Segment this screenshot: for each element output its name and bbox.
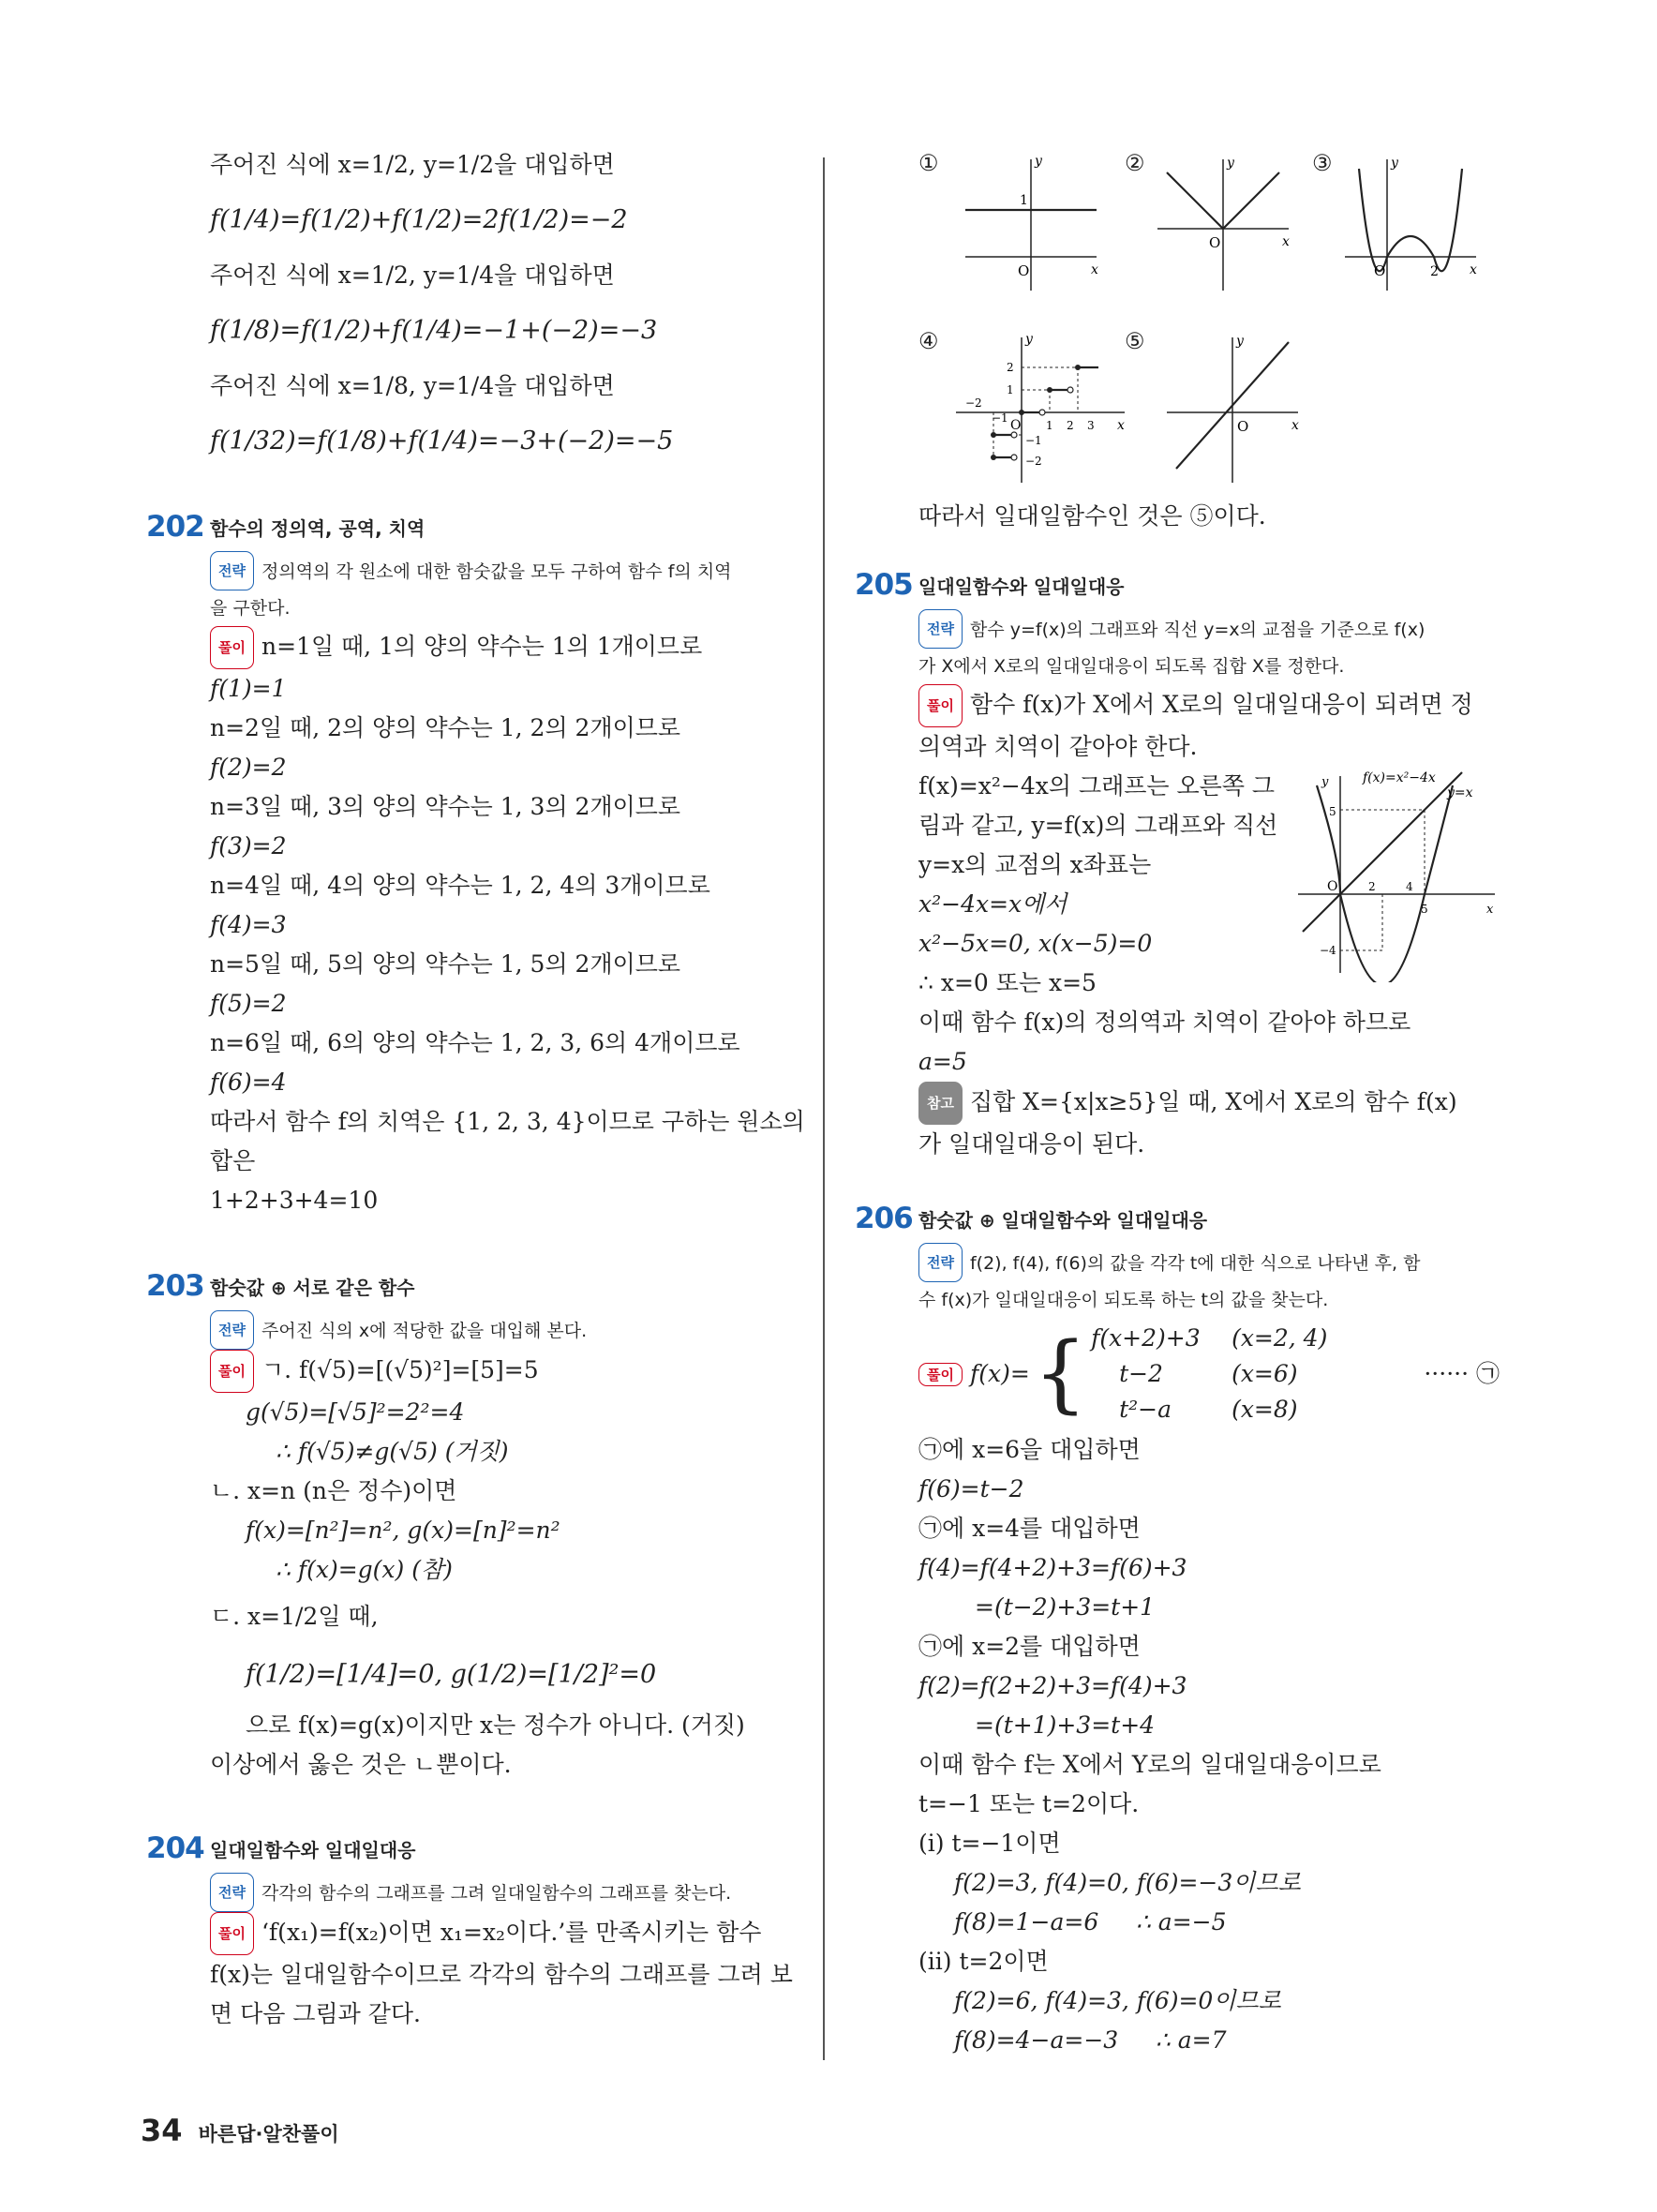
strategy-text: 함수 y=f(x)의 그래프와 직선 y=x의 교점을 기준으로 f(x) bbox=[969, 620, 1426, 640]
equation: a=5 bbox=[918, 1048, 967, 1075]
column-divider bbox=[823, 157, 825, 2060]
right-column bbox=[855, 150, 1500, 2060]
equation: f(1/8)=f(1/2)+f(1/4)=−1+(−2)=−3 bbox=[210, 316, 658, 345]
case-expr: f(x+2)+3 bbox=[1091, 1324, 1201, 1352]
axis-label-x: x bbox=[1091, 262, 1098, 277]
strategy-text: 수 f(x)가 일대일대응이 되도록 하는 t의 값을 찾는다. bbox=[918, 1290, 1329, 1310]
text-line: ㄷ. x=1/2일 때, bbox=[210, 1603, 379, 1630]
case-expr: t²−a bbox=[1119, 1396, 1172, 1423]
problem-205 bbox=[855, 568, 1500, 1164]
solution-line bbox=[210, 1350, 791, 1393]
strategy-line bbox=[210, 551, 791, 590]
left-column bbox=[146, 141, 805, 2034]
graph-step-function bbox=[947, 328, 1134, 487]
solution-badge: 풀이 bbox=[918, 684, 963, 727]
tick-label: 4 bbox=[1406, 880, 1413, 893]
footer-title: 바른답·알찬풀이 bbox=[198, 2123, 339, 2145]
text-line: ㉠에 x=4를 대입하면 bbox=[918, 1515, 1141, 1542]
tick-label: 2 bbox=[1007, 361, 1014, 374]
graph-label: ④ bbox=[918, 328, 939, 354]
tick-label: 5 bbox=[1421, 903, 1428, 916]
equation: =(t−2)+3=t+1 bbox=[975, 1593, 1156, 1621]
axis-label-y: y bbox=[1321, 775, 1329, 789]
equation: f(2)=f(2+2)+3=f(4)+3 bbox=[918, 1672, 1187, 1699]
strategy-text: 각각의 함수의 그래프를 그려 일대일함수의 그래프를 찾는다. bbox=[261, 1883, 732, 1904]
solution-badge: 풀이 bbox=[210, 1912, 254, 1955]
tick-label: −1 bbox=[992, 411, 1008, 425]
graph-label: ② bbox=[1125, 150, 1145, 176]
text-line: 주어진 식에 x=1/2, y=1/2을 대입하면 bbox=[210, 151, 615, 178]
problem-number: 205 bbox=[855, 568, 913, 602]
axis-label-y: y bbox=[1236, 334, 1244, 349]
text-line: n=6일 때, 6의 양의 약수는 1, 2, 3, 6의 4개이므로 bbox=[210, 1029, 740, 1056]
curve-label: f(x)=x²−4x bbox=[1363, 770, 1436, 785]
text-line: n=1일 때, 1의 양의 약수는 1의 1개이므로 bbox=[261, 633, 703, 660]
text-line: 의역과 치역이 같아야 한다. bbox=[918, 733, 1198, 760]
tick-label: −2 bbox=[965, 396, 982, 410]
text-line: 림과 같고, y=f(x)의 그래프와 직선 bbox=[918, 812, 1278, 839]
graph-text-block bbox=[918, 767, 1500, 1003]
strategy-line bbox=[918, 609, 1500, 649]
graph-label: ① bbox=[918, 150, 939, 176]
problem-title: 일대일함수와 일대일대응 bbox=[210, 1839, 416, 1861]
text-line: y=x의 교점의 x좌표는 bbox=[918, 851, 1152, 878]
problem-number: 203 bbox=[146, 1269, 204, 1303]
tick-label: −4 bbox=[1320, 944, 1336, 957]
strategy-badge: 전략 bbox=[210, 551, 254, 590]
page-number: 34 bbox=[141, 2113, 183, 2148]
axis-label-y: y bbox=[1391, 156, 1398, 171]
reference-badge: 참고 bbox=[918, 1082, 963, 1125]
solution-badge: 풀이 bbox=[918, 1363, 963, 1386]
text-line: 이때 함수 f는 X에서 Y로의 일대일대응이므로 bbox=[918, 1751, 1381, 1778]
equation: x²−4x=x에서 bbox=[918, 890, 1067, 918]
text-line: 주어진 식에 x=1/8, y=1/4을 대입하면 bbox=[210, 372, 615, 399]
origin-label: O bbox=[1237, 418, 1249, 435]
strategy-text: 가 X에서 X로의 일대일대응이 되도록 집합 X를 정한다. bbox=[918, 656, 1345, 677]
text-line: 이상에서 옳은 것은 ㄴ뿐이다. bbox=[210, 1751, 512, 1778]
equation: g(√5)=[√5]²=2²=4 bbox=[246, 1398, 465, 1426]
intro-block bbox=[210, 141, 791, 472]
equation: f(6)=4 bbox=[210, 1069, 287, 1096]
graph-constant-function bbox=[956, 150, 1106, 300]
piecewise-cases bbox=[1091, 1321, 1327, 1427]
problem-number: 204 bbox=[146, 1831, 204, 1865]
problem-204 bbox=[146, 1831, 793, 2034]
solution-line bbox=[918, 684, 1500, 727]
graph-linear-function bbox=[1162, 328, 1303, 487]
strategy-text: 정의역의 각 원소에 대한 함숫값을 모두 구하여 함수 f의 치역 bbox=[261, 561, 732, 582]
case-cond: (x=8) bbox=[1232, 1396, 1298, 1423]
tick-label: 2 bbox=[1067, 419, 1074, 432]
strategy-line bbox=[210, 1310, 791, 1350]
equation-marker: ······ ㉠ bbox=[1424, 1360, 1500, 1387]
axis-label-y: y bbox=[1227, 156, 1234, 171]
text-line: f(x)는 일대일함수이므로 각각의 함수의 그래프를 그려 보 bbox=[210, 1961, 793, 1988]
strategy-badge: 전략 bbox=[918, 609, 963, 649]
problem-title: 함수의 정의역, 공역, 치역 bbox=[210, 517, 425, 540]
text-line: n=5일 때, 5의 양의 약수는 1, 5의 2개이므로 bbox=[210, 950, 681, 978]
solution-line bbox=[210, 1912, 791, 1955]
problem-number: 202 bbox=[146, 510, 204, 544]
strategy-text: 을 구한다. bbox=[210, 598, 291, 619]
strategy-badge: 전략 bbox=[210, 1310, 254, 1350]
equation: x²−5x=0, x(x−5)=0 bbox=[918, 930, 1153, 957]
reference-line bbox=[918, 1082, 1500, 1125]
solution-line bbox=[210, 626, 791, 669]
equation: f(4)=3 bbox=[210, 911, 287, 938]
text-line: 면 다음 그림과 같다. bbox=[210, 2000, 421, 2027]
text-line: (ii) t=2이면 bbox=[918, 1948, 1049, 1975]
text-line: ㄴ. x=n (n은 정수)이면 bbox=[210, 1477, 457, 1504]
text-line: ㉠에 x=2를 대입하면 bbox=[918, 1633, 1141, 1660]
equation: f(2)=2 bbox=[210, 754, 287, 781]
brace: { bbox=[1033, 1324, 1088, 1423]
text-line: 따라서 함수 f의 치역은 {1, 2, 3, 4}이므로 구하는 원소의 bbox=[210, 1108, 805, 1135]
equation: f(8)=1−a=6 ∴ a=−5 bbox=[954, 1908, 1227, 1936]
tick-label: −1 bbox=[1025, 434, 1042, 447]
text-line: 가 일대일대응이 된다. bbox=[918, 1130, 1145, 1158]
equation: ∴ f(√5)≠g(√5) (거짓) bbox=[276, 1438, 509, 1465]
tick-label: 1 bbox=[1007, 383, 1014, 396]
axis-label-x: x bbox=[1117, 418, 1125, 433]
text-line: 1+2+3+4=10 bbox=[210, 1187, 379, 1214]
graph-label: ⑤ bbox=[1125, 328, 1145, 354]
axis-label-x: x bbox=[1282, 234, 1290, 249]
equation: f(1/32)=f(1/8)+f(1/4)=−3+(−2)=−5 bbox=[210, 426, 674, 456]
strategy-badge: 전략 bbox=[210, 1873, 254, 1912]
solution-badge: 풀이 bbox=[210, 626, 254, 669]
equation: f(1)=1 bbox=[210, 675, 287, 702]
conclusion-line: 따라서 일대일함수인 것은 ⑤이다. bbox=[918, 502, 1266, 530]
problem-title: 함숫값 ⊕ 서로 같은 함수 bbox=[210, 1277, 415, 1299]
graph-quadratic-and-line bbox=[1293, 767, 1500, 982]
axis-label-x: x bbox=[1291, 418, 1299, 433]
tick-label: 3 bbox=[1087, 419, 1095, 432]
equation: f(x)=[n²]=n², g(x)=[n]²=n² bbox=[246, 1517, 560, 1544]
problem-202 bbox=[146, 510, 805, 1220]
text-line: 이때 함수 f(x)의 정의역과 치역이 같아야 하므로 bbox=[918, 1009, 1411, 1036]
axis-label-x: x bbox=[1470, 262, 1477, 277]
origin-label: O bbox=[1327, 879, 1338, 894]
origin-label: O bbox=[1209, 234, 1221, 251]
line-label: y=x bbox=[1447, 785, 1473, 800]
tick-label: 5 bbox=[1329, 805, 1336, 818]
problem-title: 일대일함수와 일대일대응 bbox=[918, 575, 1125, 598]
tick-label: 1 bbox=[1046, 419, 1053, 432]
strategy-text: f(2), f(4), f(6)의 값을 각각 t에 대한 식으로 나타낸 후, 함 bbox=[969, 1253, 1421, 1274]
equation: f(4)=f(4+2)+3=f(6)+3 bbox=[918, 1554, 1187, 1581]
text-line: 합은 bbox=[210, 1147, 256, 1174]
text-line: ㄱ. f(√5)=[(√5)²]=[5]=5 bbox=[261, 1356, 539, 1383]
origin-label: O bbox=[1374, 262, 1386, 279]
text-line: 주어진 식에 x=1/2, y=1/4을 대입하면 bbox=[210, 262, 615, 289]
axis-label-y: y bbox=[1025, 332, 1033, 347]
text-line: (i) t=−1이면 bbox=[918, 1830, 1061, 1857]
text-line: 으로 f(x)=g(x)이지만 x는 정수가 아니다. (거짓) bbox=[246, 1711, 745, 1739]
case-cond: (x=6) bbox=[1232, 1360, 1298, 1387]
graph-grid bbox=[918, 150, 1500, 534]
equation: f(2)=3, f(4)=0, f(6)=−3이므로 bbox=[954, 1869, 1301, 1896]
text-line: ∴ x=0 또는 x=5 bbox=[918, 969, 1097, 996]
problem-206 bbox=[855, 1202, 1500, 2060]
problem-number: 206 bbox=[855, 1202, 913, 1235]
piecewise-definition bbox=[918, 1318, 1500, 1430]
case-expr: t−2 bbox=[1119, 1360, 1163, 1387]
text-line: n=4일 때, 4의 양의 약수는 1, 2, 4의 3개이므로 bbox=[210, 872, 710, 899]
problem-title: 함숫값 ⊕ 일대일함수와 일대일대응 bbox=[918, 1209, 1208, 1232]
tick-label: 1 bbox=[1020, 193, 1028, 208]
equation: ∴ f(x)=g(x) (참) bbox=[276, 1556, 453, 1583]
equation: f(6)=t−2 bbox=[918, 1475, 1024, 1502]
text-line: ‘f(x₁)=f(x₂)이면 x₁=x₂이다.’를 만족시키는 함수 bbox=[261, 1919, 762, 1946]
text-line: 집합 X={x|x≥5}일 때, X에서 X로의 함수 f(x) bbox=[969, 1088, 1457, 1115]
origin-label: O bbox=[1018, 262, 1030, 279]
text-line: 함수 f(x)가 X에서 X로의 일대일대응이 되려면 정 bbox=[969, 691, 1473, 718]
solution-badge: 풀이 bbox=[210, 1350, 254, 1393]
strategy-line bbox=[210, 1873, 791, 1912]
equation: f(1/4)=f(1/2)+f(1/2)=2f(1/2)=−2 bbox=[210, 205, 628, 234]
text-line: f(x)=x²−4x의 그래프는 오른쪽 그 bbox=[918, 772, 1276, 800]
tick-label: −2 bbox=[1025, 455, 1042, 468]
axis-label-y: y bbox=[1035, 154, 1042, 169]
tick-label: 2 bbox=[1368, 880, 1376, 893]
text-line: n=2일 때, 2의 양의 약수는 1, 2의 2개이므로 bbox=[210, 714, 681, 741]
graph-absolute-value bbox=[1153, 150, 1293, 300]
text-line: n=3일 때, 3의 양의 약수는 1, 3의 2개이므로 bbox=[210, 793, 681, 820]
equation: f(5)=2 bbox=[210, 990, 287, 1017]
case-cond: (x=2, 4) bbox=[1232, 1324, 1328, 1352]
graph-label: ③ bbox=[1312, 150, 1333, 176]
equation: f(8)=4−a=−3 ∴ a=7 bbox=[954, 2026, 1227, 2054]
text-line: t=−1 또는 t=2이다. bbox=[918, 1790, 1140, 1817]
piecewise-lhs: f(x)= bbox=[969, 1360, 1030, 1387]
strategy-line bbox=[918, 1243, 1500, 1282]
strategy-badge: 전략 bbox=[918, 1243, 963, 1282]
equation: f(1/2)=[1/4]=0, g(1/2)=[1/2]²=0 bbox=[246, 1660, 657, 1689]
text-line: ㉠에 x=6을 대입하면 bbox=[918, 1436, 1141, 1463]
axis-label-x: x bbox=[1486, 903, 1494, 917]
equation: f(2)=6, f(4)=3, f(6)=0이므로 bbox=[954, 1987, 1281, 2014]
page-footer bbox=[141, 2113, 339, 2148]
equation: f(3)=2 bbox=[210, 832, 287, 859]
origin-label: O bbox=[1010, 418, 1022, 433]
problem-203 bbox=[146, 1269, 791, 1785]
tick-label: 2 bbox=[1430, 264, 1439, 279]
strategy-text: 주어진 식의 x에 적당한 값을 대입해 본다. bbox=[261, 1321, 588, 1341]
equation: =(t+1)+3=t+4 bbox=[975, 1711, 1156, 1739]
graph-absolute-quadratic bbox=[1340, 150, 1481, 300]
